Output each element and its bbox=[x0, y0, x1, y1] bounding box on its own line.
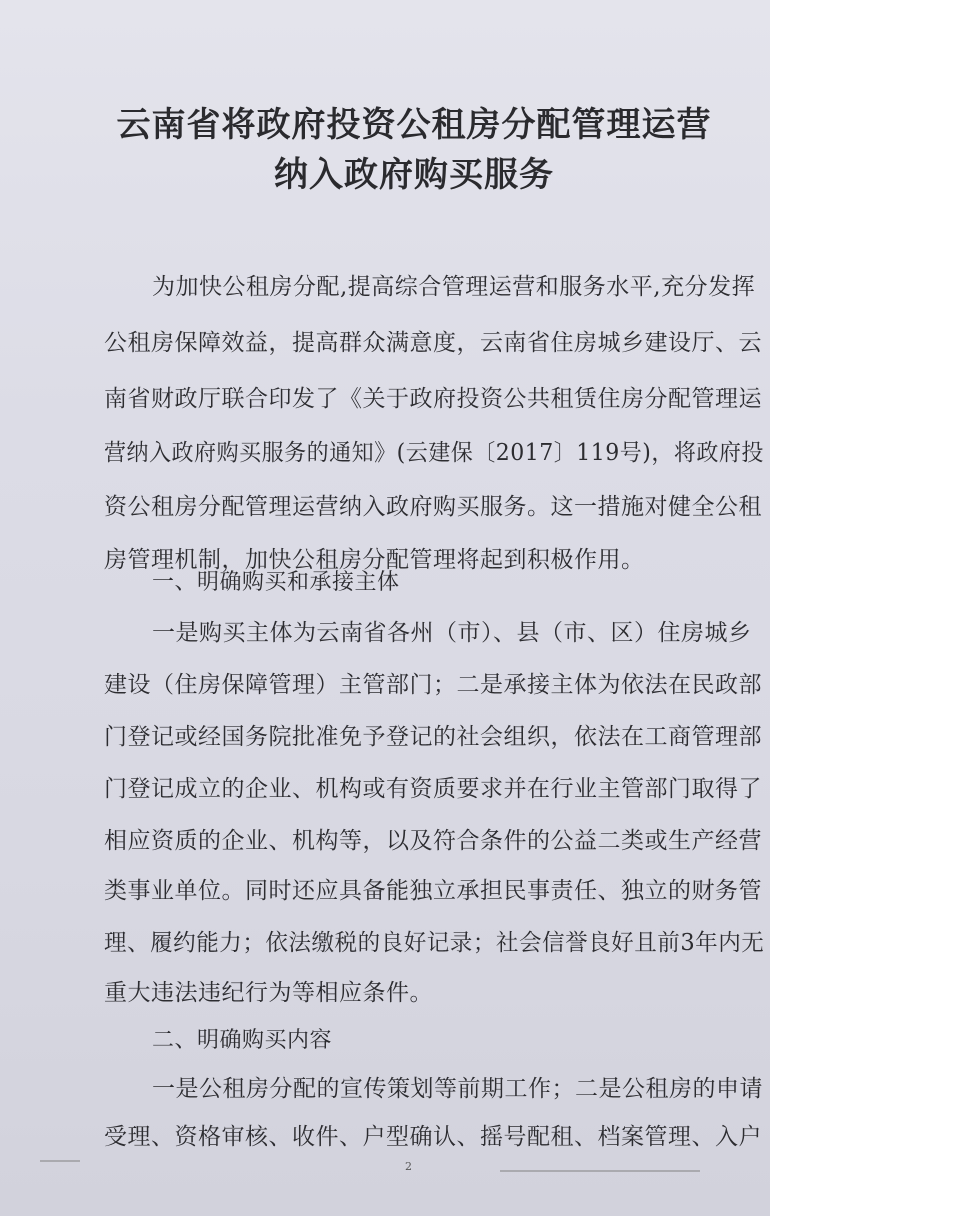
paragraph-3-line: 一是公租房分配的宣传策划等前期工作；二是公租房的申请 bbox=[152, 1076, 763, 1102]
paragraph-2-line: 重大违法违纪行为等相应条件。 bbox=[104, 980, 433, 1006]
paragraph-2-line: 建设（住房保障管理）主管部门；二是承接主体为依法在民政部 bbox=[104, 672, 762, 698]
paragraph-2-line: 类事业单位。同时还应具备能独立承担民事责任、独立的财务管 bbox=[104, 878, 762, 904]
section-heading-2: 二、明确购买内容 bbox=[152, 1028, 333, 1053]
scan-artifact bbox=[40, 1160, 80, 1162]
section-heading-1: 一、明确购买和承接主体 bbox=[152, 570, 400, 595]
paragraph-1-line: 营纳入政府购买服务的通知》(云建保〔2017〕119号)，将政府投 bbox=[104, 440, 764, 466]
page-title-line-2: 纳入政府购买服务 bbox=[274, 155, 554, 195]
paragraph-1-line: 为加快公租房分配,提高综合管理运营和服务水平,充分发挥 bbox=[152, 274, 756, 300]
scan-artifact bbox=[500, 1170, 700, 1172]
paragraph-3-line: 受理、资格审核、收件、户型确认、摇号配租、档案管理、入户 bbox=[104, 1124, 762, 1150]
paragraph-2-line: 门登记或经国务院批准免予登记的社会组织，依法在工商管理部 bbox=[104, 724, 762, 750]
paragraph-1-line: 资公租房分配管理运营纳入政府购买服务。这一措施对健全公租 bbox=[104, 494, 762, 520]
page-number: 2 bbox=[405, 1160, 412, 1173]
paragraph-2-line: 一是购买主体为云南省各州（市）、县（市、区）住房城乡 bbox=[152, 620, 752, 646]
paragraph-1-line: 公租房保障效益，提高群众满意度，云南省住房城乡建设厅、云 bbox=[104, 330, 762, 356]
paragraph-1-line: 房管理机制，加快公租房分配管理将起到积极作用。 bbox=[104, 547, 645, 573]
paragraph-2-line: 相应资质的企业、机构等，以及符合条件的公益二类或生产经营 bbox=[104, 828, 762, 854]
page-title-line-1: 云南省将政府投资公租房分配管理运营 bbox=[116, 105, 712, 145]
paragraph-1-line: 南省财政厅联合印发了《关于政府投资公共租赁住房分配管理运 bbox=[104, 386, 762, 412]
paragraph-2-line: 门登记成立的企业、机构或有资质要求并在行业主管部门取得了 bbox=[104, 776, 762, 802]
paragraph-2-line: 理、履约能力；依法缴税的良好记录；社会信誉良好且前3年内无 bbox=[104, 930, 765, 956]
